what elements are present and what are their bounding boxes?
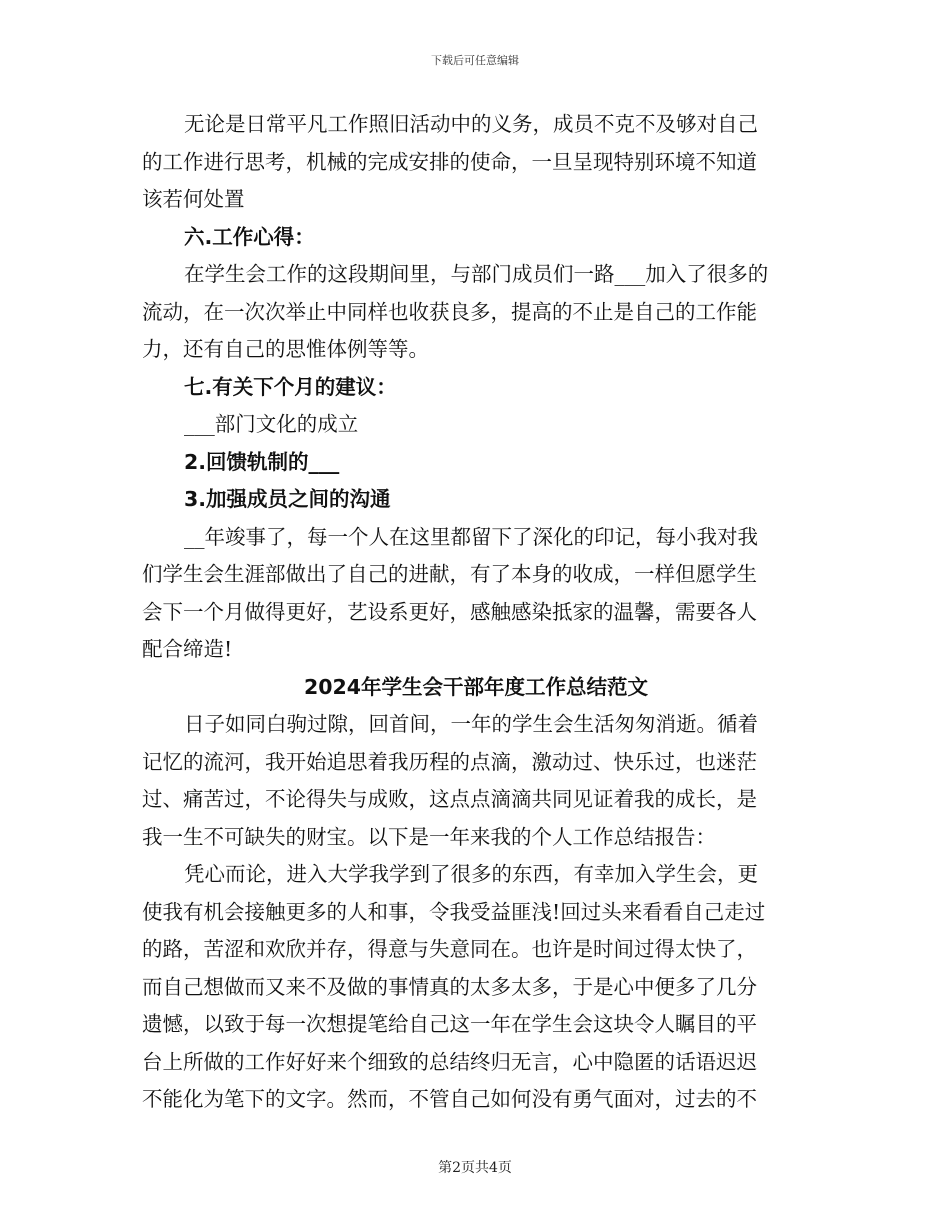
page-header: 下载后可任意编辑: [431, 54, 519, 67]
paragraph-line: 力，还有自己的思惟体例等等。: [142, 337, 429, 361]
document-title: 2024年学生会干部年度工作总结范文: [303, 674, 649, 699]
paragraph-line: 配合缔造!: [142, 637, 233, 661]
document-body: [142, 106, 810, 1119]
paragraph-line: 日子如同白驹过隙，回首间，一年的学生会生活匆匆消逝。循着: [184, 712, 758, 736]
paragraph-line: 记忆的流河，我开始追思着我历程的点滴，激动过、快乐过，也迷茫: [142, 749, 757, 774]
list-item: ___部门文化的成立: [184, 412, 359, 436]
page-number: 第2页共4页: [438, 1160, 512, 1176]
paragraph-line: 遗憾，以致于每一次想提笔给自己这一年在学生会这块令人瞩目的平: [142, 1012, 757, 1036]
paragraph-line: 凭心而论，进入大学我学到了很多的东西，有幸加入学生会，更: [184, 862, 758, 886]
paragraph-line: 会下一个月做得更好，艺设系更好，感触感染抵家的温馨，需要各人: [142, 599, 757, 624]
paragraph-line: 我一生不可缺失的财宝。以下是一年来我的个人工作总结报告：: [142, 824, 716, 849]
paragraph-line: 流动，在一次次举止中同样也收获良多，提高的不止是自己的工作能: [142, 299, 757, 324]
paragraph-line: 在学生会工作的这段期间里，与部门成员们一路___加入了很多的: [184, 262, 769, 286]
section-heading-next-month-suggestions: 七.有关下个月的建议：: [184, 374, 397, 399]
paragraph-line: 无论是日常平凡工作照旧活动中的义务，成员不克不及够对自己: [184, 112, 758, 136]
paragraph-line: 的路，苦涩和欢欣并存，得意与失意同在。也许是时间过得太快了，: [142, 937, 757, 961]
list-item: 3.加强成员之间的沟通: [184, 487, 391, 511]
paragraph-line: 而自己想做而又来不及做的事情真的太多太多，于是心中便多了几分: [142, 974, 757, 999]
paragraph-line: 不能化为笔下的文字。然而，不管自己如何没有勇气面对，过去的不: [142, 1087, 757, 1111]
paragraph-line: 们学生会生涯部做出了自己的进献，有了本身的收成，一样但愿学生: [142, 562, 757, 586]
section-heading-work-insights: 六.工作心得：: [184, 224, 315, 249]
paragraph-line: 使我有机会接触更多的人和事，令我受益匪浅!回过头来看看自己走过: [142, 899, 766, 924]
list-item: 2.回馈轨制的___: [184, 449, 340, 474]
paragraph-line: __年竣事了，每一个人在这里都留下了深化的印记，每小我对我: [184, 524, 758, 549]
paragraph-line: 过、痛苦过，不论得失与成败，这点点滴滴共同见证着我的成长，是: [142, 787, 757, 811]
paragraph-line: 台上所做的工作好好来个细致的总结终归无言，心中隐匿的话语迟迟: [142, 1049, 757, 1074]
paragraph-line: 该若何处置: [142, 187, 245, 211]
paragraph-line: 的工作进行思考，机械的完成安排的使命，一旦呈现特别环境不知道: [142, 149, 757, 174]
